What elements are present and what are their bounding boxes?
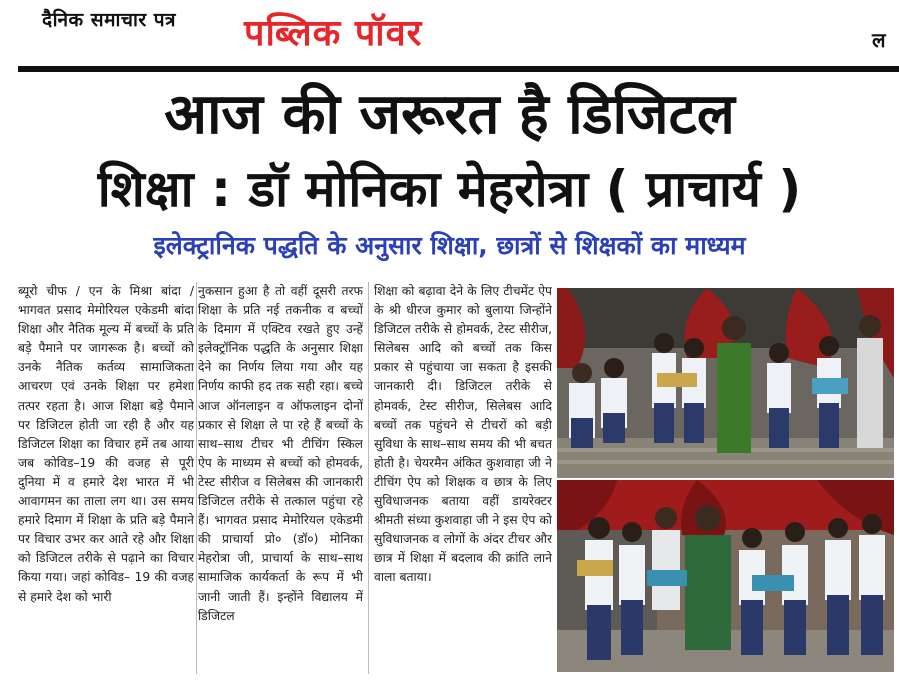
column-divider [196,282,197,674]
paper-type-label: दैनिक समाचार पत्र [42,9,177,31]
column-divider [368,282,369,674]
cropped-edge-text: ल [872,28,886,52]
event-photo-2-illustration [557,480,894,672]
article-column-3: शिक्षा को बढ़ावा देने के लिए टीचमेंट ऐप के श्री धीरज कुमार को बुलाया जिन्होंने डिजिटल तरीके से होमवर्क, टेस्ट सीरीज, सिलेबस आदि को बच्चों तक किस प्रकार से पहुंचाया जा सकता है इसकी जानकारी दी। डिजिटल तरीके से होमवर्क, टेस्ट सीरीज, सिलेबस आदि बच्चों तक पहुंचने से टीचरों को बड़ी सुविधा के साथ–साथ समय की भी बचत होती है। चेयरमैन अंकित कुशवाहा जी ने टीचिंग ऐप को शिक्षक व छात्र के लिए सुविधाजनक बताया वहीं डायरेक्टर श्रीमती संध्या कुशवाहा जी ने इस ऐप को सुविधाजनक व लोगों के अंदर टीचर और छात्र में शिक्षा में बदलाव की क्रांति लाने वाला बताया। [374,284,552,585]
masthead [0,0,899,64]
subheadline: इलेक्ट्रानिक पद्धति के अनुसार शिक्षा, छात्रों से शिक्षकों का माध्यम [153,231,746,260]
headline-line-2: शिक्षा : डॉ मोनिका मेहरोत्रा ( प्राचार्य ) [97,160,802,218]
event-photo-1-illustration [557,288,894,478]
article-column-2: नुकसान हुआ है तो वहीं दूसरी तरफ शिक्षा के प्रति नई तकनीक व बच्चों के दिमाग में एक्टिव रखते हुए उन्हें इलेक्ट्रॉनिक पद्धति के अनुसार शिक्षा देने का निर्णय लिया गया और यह निर्णय काफी हद तक सही रहा। बच्चे आज ऑनलाइन व ऑफलाइन दोनों प्रकार से शिक्षा ले पा रहे हैं बच्चों के साथ–साथ टीचर भी टीचिंग स्किल ऐप के माध्यम से बच्चों को होमवर्क, टेस्ट सीरीज व सिलेबस की जानकारी डिजिटल तरीके से तत्काल पहुंचा रहे हैं। भागवत प्रसाद मेमोरियल एकेडमी की प्राचार्या प्रो० (डॉ०) मोनिका मेहरोत्रा जी, प्राचार्या के साथ–साथ सामाजिक कार्यकर्ता के रूप में भी जानी जाती हैं। इन्होंने विद्यालय में डिजिटल [198,284,363,623]
article-column-1: ब्यूरो चीफ / एन के मिश्रा बांदा / भागवत प्रसाद मेमोरियल एकेडमी बांदा शिक्षा और नैतिक मूल्य में बच्चों के प्रति बड़े पैमाने पर जागरूक है। बच्चों को उनके नैतिक कर्तव्य सामाजिकता आचरण एवं उनके शिक्षा पर हमेशा तत्पर रहता है। आज शिक्षा बड़े पैमाने पर डिजिटल होती जा रही है और यह डिजिटल शिक्षा का विचार हमें तब आया जब कोविड–19 की वजह से पूरी दुनिया में व हमारे देश भारत में भी आवागमन का ताला लग था। उस समय हमारे दिमाग में शिक्षा के प्रति बड़े पैमाने पर विचार उभर कर आते रहे और शिक्षा को डिजिटल तरीके से पढ़ाने का विचार किया गया। जहां कोविड– 19 की वजह से हमारे देश को भारी [18,284,194,604]
headline-line-1: आज की जरूरत है डिजिटल [164,82,735,147]
event-photo-2 [557,480,894,672]
event-photo-1 [557,288,894,478]
paper-name-logo: पब्लिक पॉवर [244,13,423,54]
masthead-rule [18,66,899,72]
